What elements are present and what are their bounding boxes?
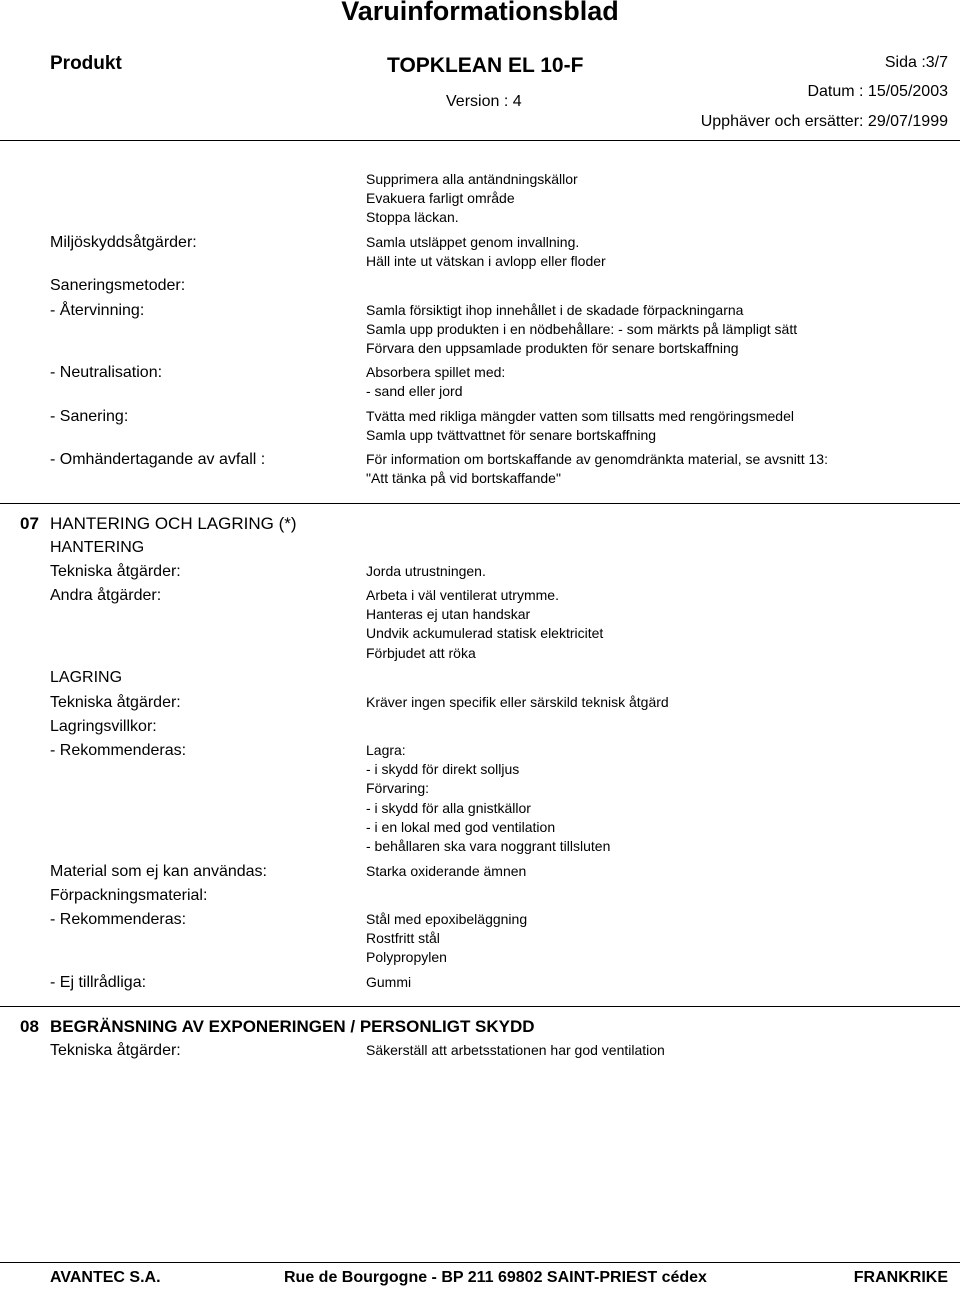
neutralisation-text: Absorbera spillet med: - sand eller jord [366,364,506,400]
packaging-not-advised-text: Gummi [366,974,412,990]
storage-recommended-text: Lagra: - i skydd för direkt solljus Förvaring: - i skydd för alla gnistkällor - i en lokal med god ventilation - behållaren ska vara noggrant tillsluten [366,742,611,855]
section-08-title: BEGRÄNSNING AV EXPONERINGEN / PERSONLIGT SKYDD [50,1017,535,1036]
section-08-number: 08 [20,1017,39,1036]
recovery-label: - Återvinning: [50,302,145,319]
section-divider-08 [0,1006,960,1007]
neutralisation-label: - Neutralisation: [50,364,163,381]
packaging-materials-label: Förpackningsmaterial: [50,887,208,904]
footer-country: FRANKRIKE [853,1269,948,1286]
packaging-recommended-label: - Rekommenderas: [50,911,187,928]
sanitation-label: - Sanering: [50,408,129,425]
version: Version : 4 [446,93,522,110]
date: Datum : 15/05/2003 [807,83,948,100]
footer-company: AVANTEC S.A. [50,1269,161,1286]
environment-text: Samla utsläppet genom invallning. Häll inte ut vätskan i avlopp eller floder [366,234,606,270]
section-divider-07 [0,503,960,504]
handling-technical-text: Jorda utrustningen. [366,563,486,579]
page-number: Sida :3/7 [884,54,948,71]
other-measures-text: Arbeta i väl ventilerat utrymme. Hanteras ej utan handskar Undvik ackumulerad statisk elektricitet Förbjudet att röka [366,587,604,661]
supersedes-date: Upphäver och ersätter: 29/07/1999 [700,113,948,130]
handling-technical-label: Tekniska åtgärder: [50,563,181,580]
recovery-text: Samla försiktigt ihop innehållet i de skadade förpackningarna Samla upp produkten i en nödbehållare: - som märkts på lämpligt sätt Förvara den uppsamlade produkten för senare bortskaffning [366,302,798,357]
packaging-not-advised-label: - Ej tillrådliga: [50,974,147,991]
incompatible-materials-label: Material som ej kan användas: [50,863,267,880]
storage-technical-label: Tekniska åtgärder: [50,694,181,711]
incompatible-materials-text: Starka oxiderande ämnen [366,863,527,879]
product-label: Produkt [50,53,122,74]
waste-disposal-text: För information om bortskaffande av genomdränkta material, se avsnitt 13: "Att tänka på vid bortskaffande" [366,451,828,487]
environment-label: Miljöskyddsåtgärder: [50,234,197,251]
header-divider [0,140,960,141]
section-07-number: 07 [20,514,39,533]
exposure-technical-label: Tekniska åtgärder: [50,1042,181,1059]
cleanup-methods-label: Saneringsmetoder: [50,277,186,294]
sanitation-text: Tvätta med rikliga mängder vatten som tillsatts med rengöringsmedel Samla upp tvättvattnet för senare bortskaffning [366,408,794,444]
section-07-title: HANTERING OCH LAGRING (*) [50,514,297,533]
other-measures-label: Andra åtgärder: [50,587,162,604]
footer-address: Rue de Bourgogne - BP 211 69802 SAINT-PRIEST cédex [284,1269,707,1286]
intro-text: Supprimera alla antändningskällor Evakuera farligt område Stoppa läckan. [366,171,578,226]
footer-divider [0,1262,960,1263]
packaging-recommended-text: Stål med epoxibeläggning Rostfritt stål Polypropylen [366,911,528,966]
storage-recommended-label: - Rekommenderas: [50,742,187,759]
product-name: TOPKLEAN EL 10-F [387,54,584,77]
waste-disposal-label: - Omhändertagande av avfall : [50,451,266,468]
storage-conditions-label: Lagringsvillkor: [50,718,157,735]
exposure-technical-text: Säkerställ att arbetsstationen har god ventilation [366,1042,665,1058]
handling-heading: HANTERING [50,539,145,556]
document-title: Varuinformationsblad [341,0,619,26]
storage-heading: LAGRING [50,669,123,686]
storage-technical-text: Kräver ingen specifik eller särskild teknisk åtgärd [366,694,669,710]
